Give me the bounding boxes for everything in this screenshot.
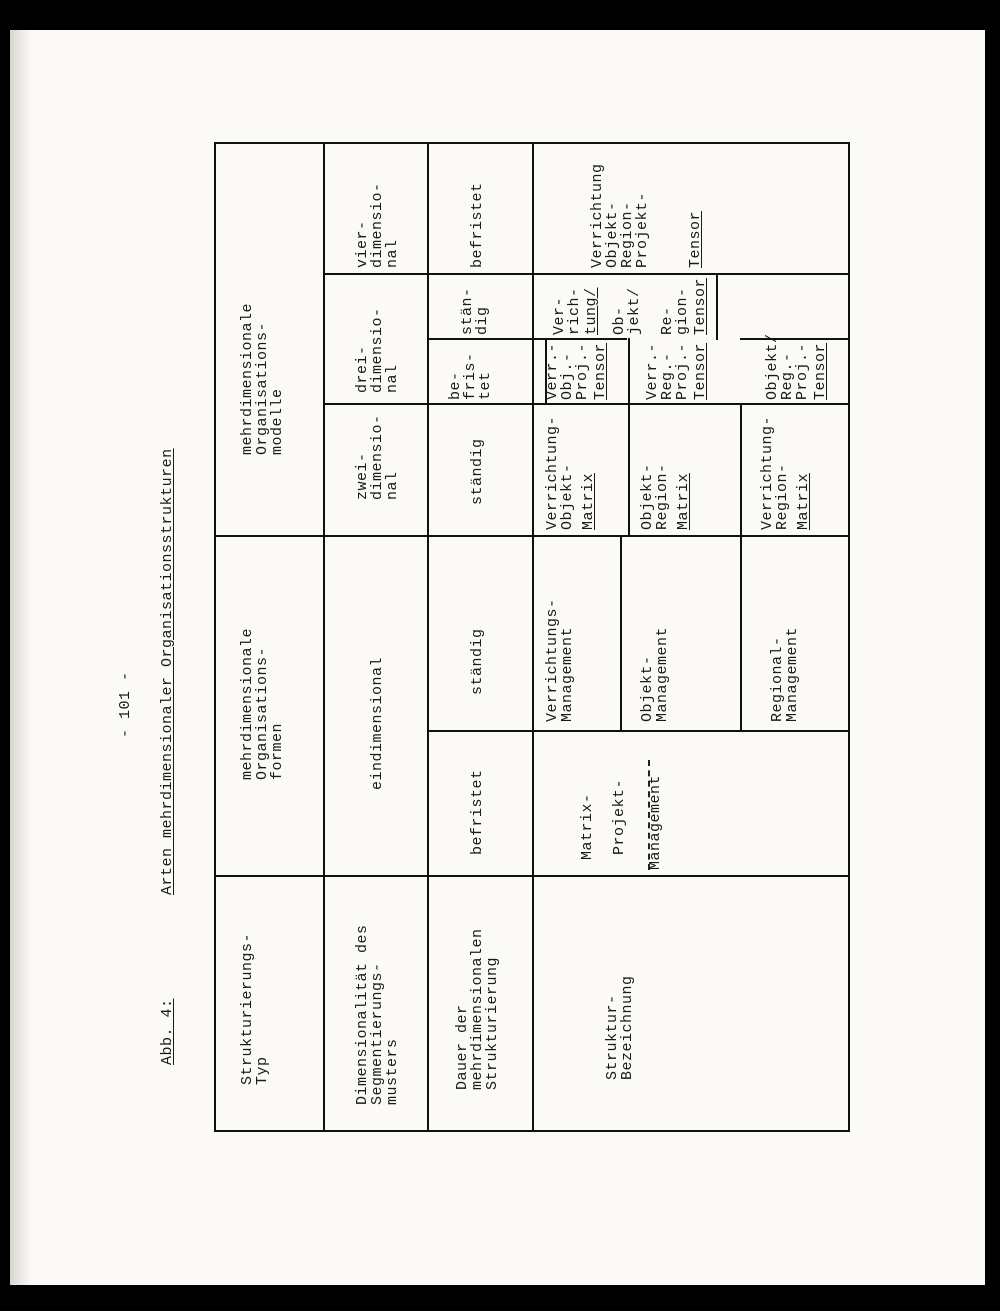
modelle-header: mehrdimensionale Organisations- modelle (239, 302, 286, 455)
modelle-vier-s: Verrichtung Objekt- Region- Projekt- (589, 163, 651, 268)
modelle-drei-staendig-s1b: Ob- jekt/ (611, 287, 643, 335)
figure-label: Abb. 4: (159, 998, 176, 1065)
modelle-drei-staendig-s1: Ver- rich- (551, 287, 583, 335)
modelle-vier-s-tensor: Tensor (687, 210, 704, 268)
modelle-drei-staendig-s1-part: tung/ (583, 287, 600, 335)
page-binding-shadow (10, 30, 32, 1285)
row-header-bezeichnung: Struktur- Bezeichnung (604, 975, 636, 1080)
formen-header: mehrdimensionale Organisations- formen (239, 627, 286, 780)
modelle-zwei-s1-tensor: Matrix (580, 472, 597, 530)
modelle-drei-befristet-s1: Verr.- Obj.- Proj.- (544, 342, 591, 400)
modelle-zwei-s3-tensor: Matrix (795, 472, 812, 530)
row-header-dauer: Dauer der mehrdimensionalen Strukturierung (454, 928, 501, 1090)
modelle-vier-dauer: befristet (469, 182, 486, 268)
formen-dimension: eindimensional (369, 656, 386, 790)
formen-befristet: befristet (469, 769, 486, 855)
formen-verrichtung: Verrichtungs- Management (544, 598, 576, 722)
formen-objekt: Objekt- Management (639, 626, 671, 722)
modelle-zwei-s2-tensor: Matrix (675, 472, 692, 530)
formen-matrix-a: Matrix- (579, 793, 596, 860)
modelle-drei-staendig-s2-tensor: Tensor (812, 342, 829, 400)
modelle-drei-staendig-s1-tensor: Tensor (692, 277, 709, 335)
page-number: - 101 - (117, 671, 134, 738)
figure-title: Arten mehrdimensionaler Organisationsstrukturen (159, 448, 176, 895)
modelle-drei-befristet-s2-tensor: Tensor (692, 342, 709, 400)
formen-staendig: ständig (469, 628, 486, 695)
modelle-drei-staendig: stän- dig (459, 287, 491, 335)
modelle-drei-befristet: be- fris- tet (447, 352, 494, 400)
modelle-drei-befristet-s2: Verr.- Reg.- Proj.- (644, 342, 691, 400)
modelle-zwei-dauer: ständig (469, 438, 486, 505)
modelle-drei-befristet-s1-tensor: Tensor (592, 342, 609, 400)
modelle-drei-staendig-s2: Objekt/ Reg.- Proj.- (764, 333, 811, 400)
formen-matrix-b: Projekt- (611, 778, 628, 855)
modelle-zwei-s1: Verrichtung- Objekt- (544, 415, 576, 530)
row-header-typ: Strukturierungs- Typ (239, 932, 271, 1085)
modelle-drei: drei- dimensio- nal (354, 307, 401, 393)
modelle-drei-staendig-s1c: Re- gion- (659, 287, 691, 335)
row-header-dimension: Dimensionalität des Segmentierungs- musters (354, 924, 401, 1105)
modelle-zwei-s3: Verrichtung- Region- (759, 415, 791, 530)
modelle-zwei-s2: Objekt- Region- (639, 463, 671, 530)
modelle-zwei: zwei- dimensio- nal (354, 414, 401, 500)
formen-regional: Regional- Management (769, 626, 801, 722)
modelle-vier: vier- dimensio- nal (354, 182, 401, 268)
formen-matrix-c: Management (647, 774, 664, 870)
scanned-page (10, 30, 985, 1285)
